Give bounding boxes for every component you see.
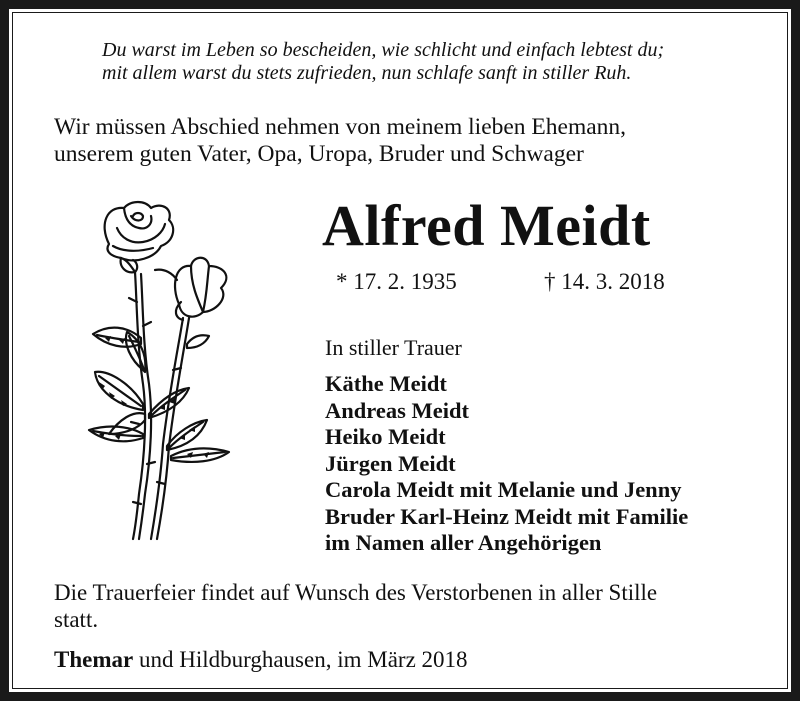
mourning-heading: In stiller Trauer <box>325 335 462 360</box>
rose-icon <box>69 194 249 549</box>
ceremony-line-2: statt. <box>54 607 99 632</box>
place-rest: und Hildburghausen, im März 2018 <box>133 647 468 672</box>
mourner-name: Jürgen Meidt <box>325 450 456 476</box>
poem-line-2: mit allem warst du stets zufrieden, nun schlafe sanft in stiller Ruh. <box>102 62 632 84</box>
mourner-name: Bruder Karl-Heinz Meidt mit Familie <box>325 503 689 529</box>
poem-line-1: Du warst im Leben so bescheiden, wie schlicht und einfach lebtest du; <box>102 39 665 61</box>
death-date: † 14. 3. 2018 <box>544 269 665 294</box>
birth-date: * 17. 2. 1935 <box>336 269 457 294</box>
intro-line-1: Wir müssen Abschied nehmen von meinem lieben Ehemann, <box>54 114 627 140</box>
ceremony-line-1: Die Trauerfeier findet auf Wunsch des Verstorbenen in aller Stille <box>54 580 658 605</box>
mourner-name: im Namen aller Angehörigen <box>325 530 602 555</box>
place-town: Themar <box>54 647 134 672</box>
mourners-list <box>325 371 688 557</box>
mourner-name: Andreas Meidt <box>325 397 469 423</box>
intro-line-2: unserem guten Vater, Opa, Uropa, Bruder und Schwager <box>54 141 584 167</box>
mourner-name: Käthe Meidt <box>325 371 447 396</box>
deceased-name: Alfred Meidt <box>322 193 651 258</box>
mourner-name: Carola Meidt mit Melanie und Jenny <box>325 477 682 502</box>
place-date-line <box>54 646 468 673</box>
mourner-name: Heiko Meidt <box>325 424 446 449</box>
